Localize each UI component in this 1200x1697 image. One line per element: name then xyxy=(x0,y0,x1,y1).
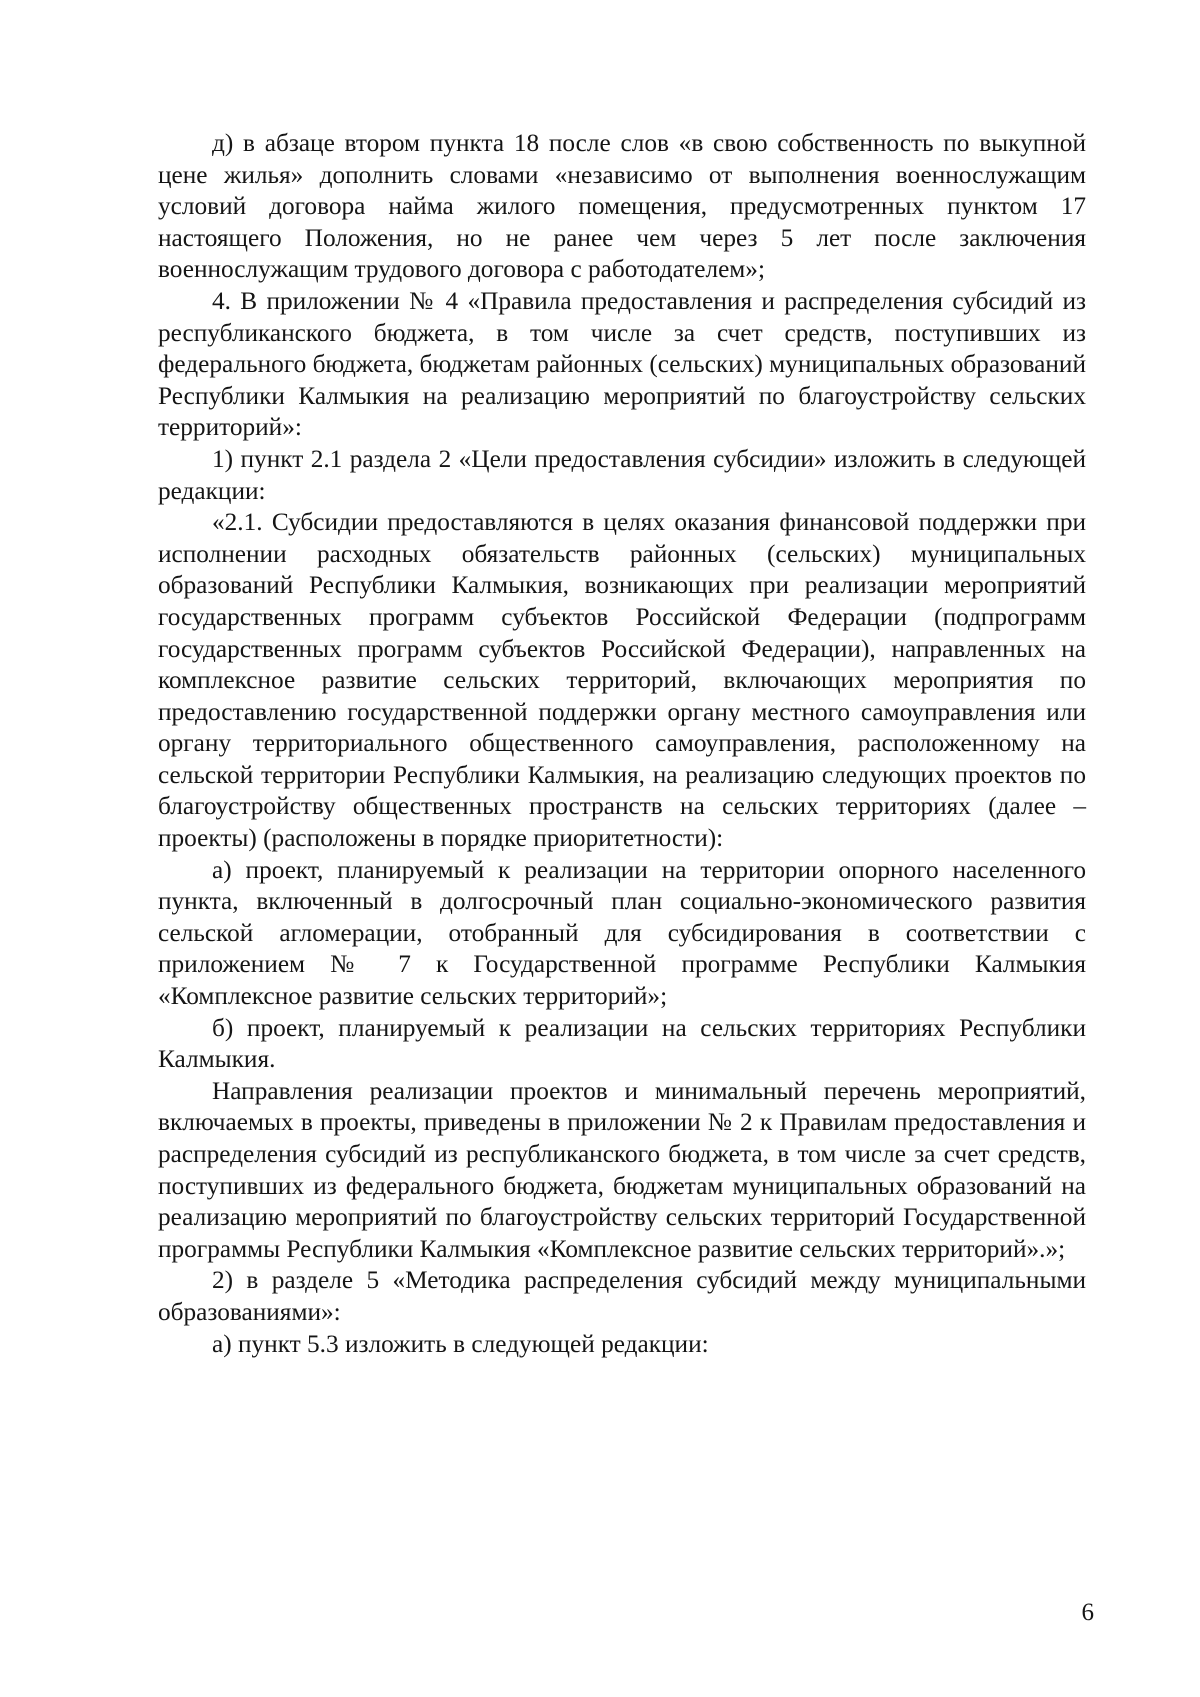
paragraph-directions: Направления реализации проектов и минимальный перечень мероприятий, включаемых в проекты, приведены в приложении № 2 к Правилам предоставления и распределения субсидий из республиканского бюджета, в том числе за счет средств, поступивших из федерального бюджета, бюджетам муниципальных образований на реализацию мероприятий по благоустройству сельских территорий Государственной программы Республики Калмыкия «Комплексное развитие сельских территорий».»; xyxy=(158,1076,1086,1263)
paragraph-project-a: а) проект, планируемый к реализации на территории опорного населенного пункта, включенный в долгосрочный план социально-экономического развития сельской агломерации, отобранный для субсидирования в соответствии с приложением № 7 к Государственной программе Республики Калмыкия «Комплексное развитие сельских территорий»; xyxy=(158,855,1086,1011)
page-number: 6 xyxy=(1081,1599,1094,1626)
paragraph-subitem-1: 1) пункт 2.1 раздела 2 «Цели предоставления субсидии» изложить в следующей редакции: xyxy=(158,444,1086,505)
document-body xyxy=(158,128,1086,1360)
paragraph-subitem-2: 2) в разделе 5 «Методика распределения субсидий между муниципальными образованиями»: xyxy=(158,1266,1086,1326)
paragraph-clause-5-3: а) пункт 5.3 изложить в следующей редакции: xyxy=(212,1329,709,1358)
paragraph-amendment-d: д) в абзаце втором пункта 18 после слов «в свою собственность по выкупной цене жилья» дополнить словами «независимо от выполнения военнослужащим условий договора найма жилого помещения, предусмотренных пунктом 17 настоящего Положения, но не ранее чем через 5 лет после заключения военнослужащим трудового договора с работодателем»; xyxy=(158,129,1086,284)
paragraph-project-b: б) проект, планируемый к реализации на сельских территориях Республики Калмыкия. xyxy=(158,1013,1086,1074)
paragraph-item-4: 4. В приложении № 4 «Правила предоставления и распределения субсидий из республиканского бюджета, в том числе за счет средств, поступивших из федерального бюджета, бюджетам районных (сельских) муниципальных образований Республики Калмыкия на реализацию мероприятий по благоустройству сельских территорий»: xyxy=(158,286,1086,442)
paragraph-clause-2-1: «2.1. Субсидии предоставляются в целях оказания финансовой поддержки при исполнении расходных обязательств районных (сельских) муниципальных образований Республики Калмыкия, возникающих при реализации мероприятий государственных программ субъектов Российской Федерации (подпрограмм государственных программ субъектов Российской Федерации), направленных на комплексное развитие сельских территорий, включающих мероприятия по предоставлению государственной поддержки органу местного самоуправления или органу территориального общественного самоуправления, расположенному на сельской территории Республики Калмыкия, на реализацию следующих проектов по благоустройству общественных пространств на сельских территориях (далее – проекты) (расположены в порядке приоритетности): xyxy=(158,508,1086,853)
